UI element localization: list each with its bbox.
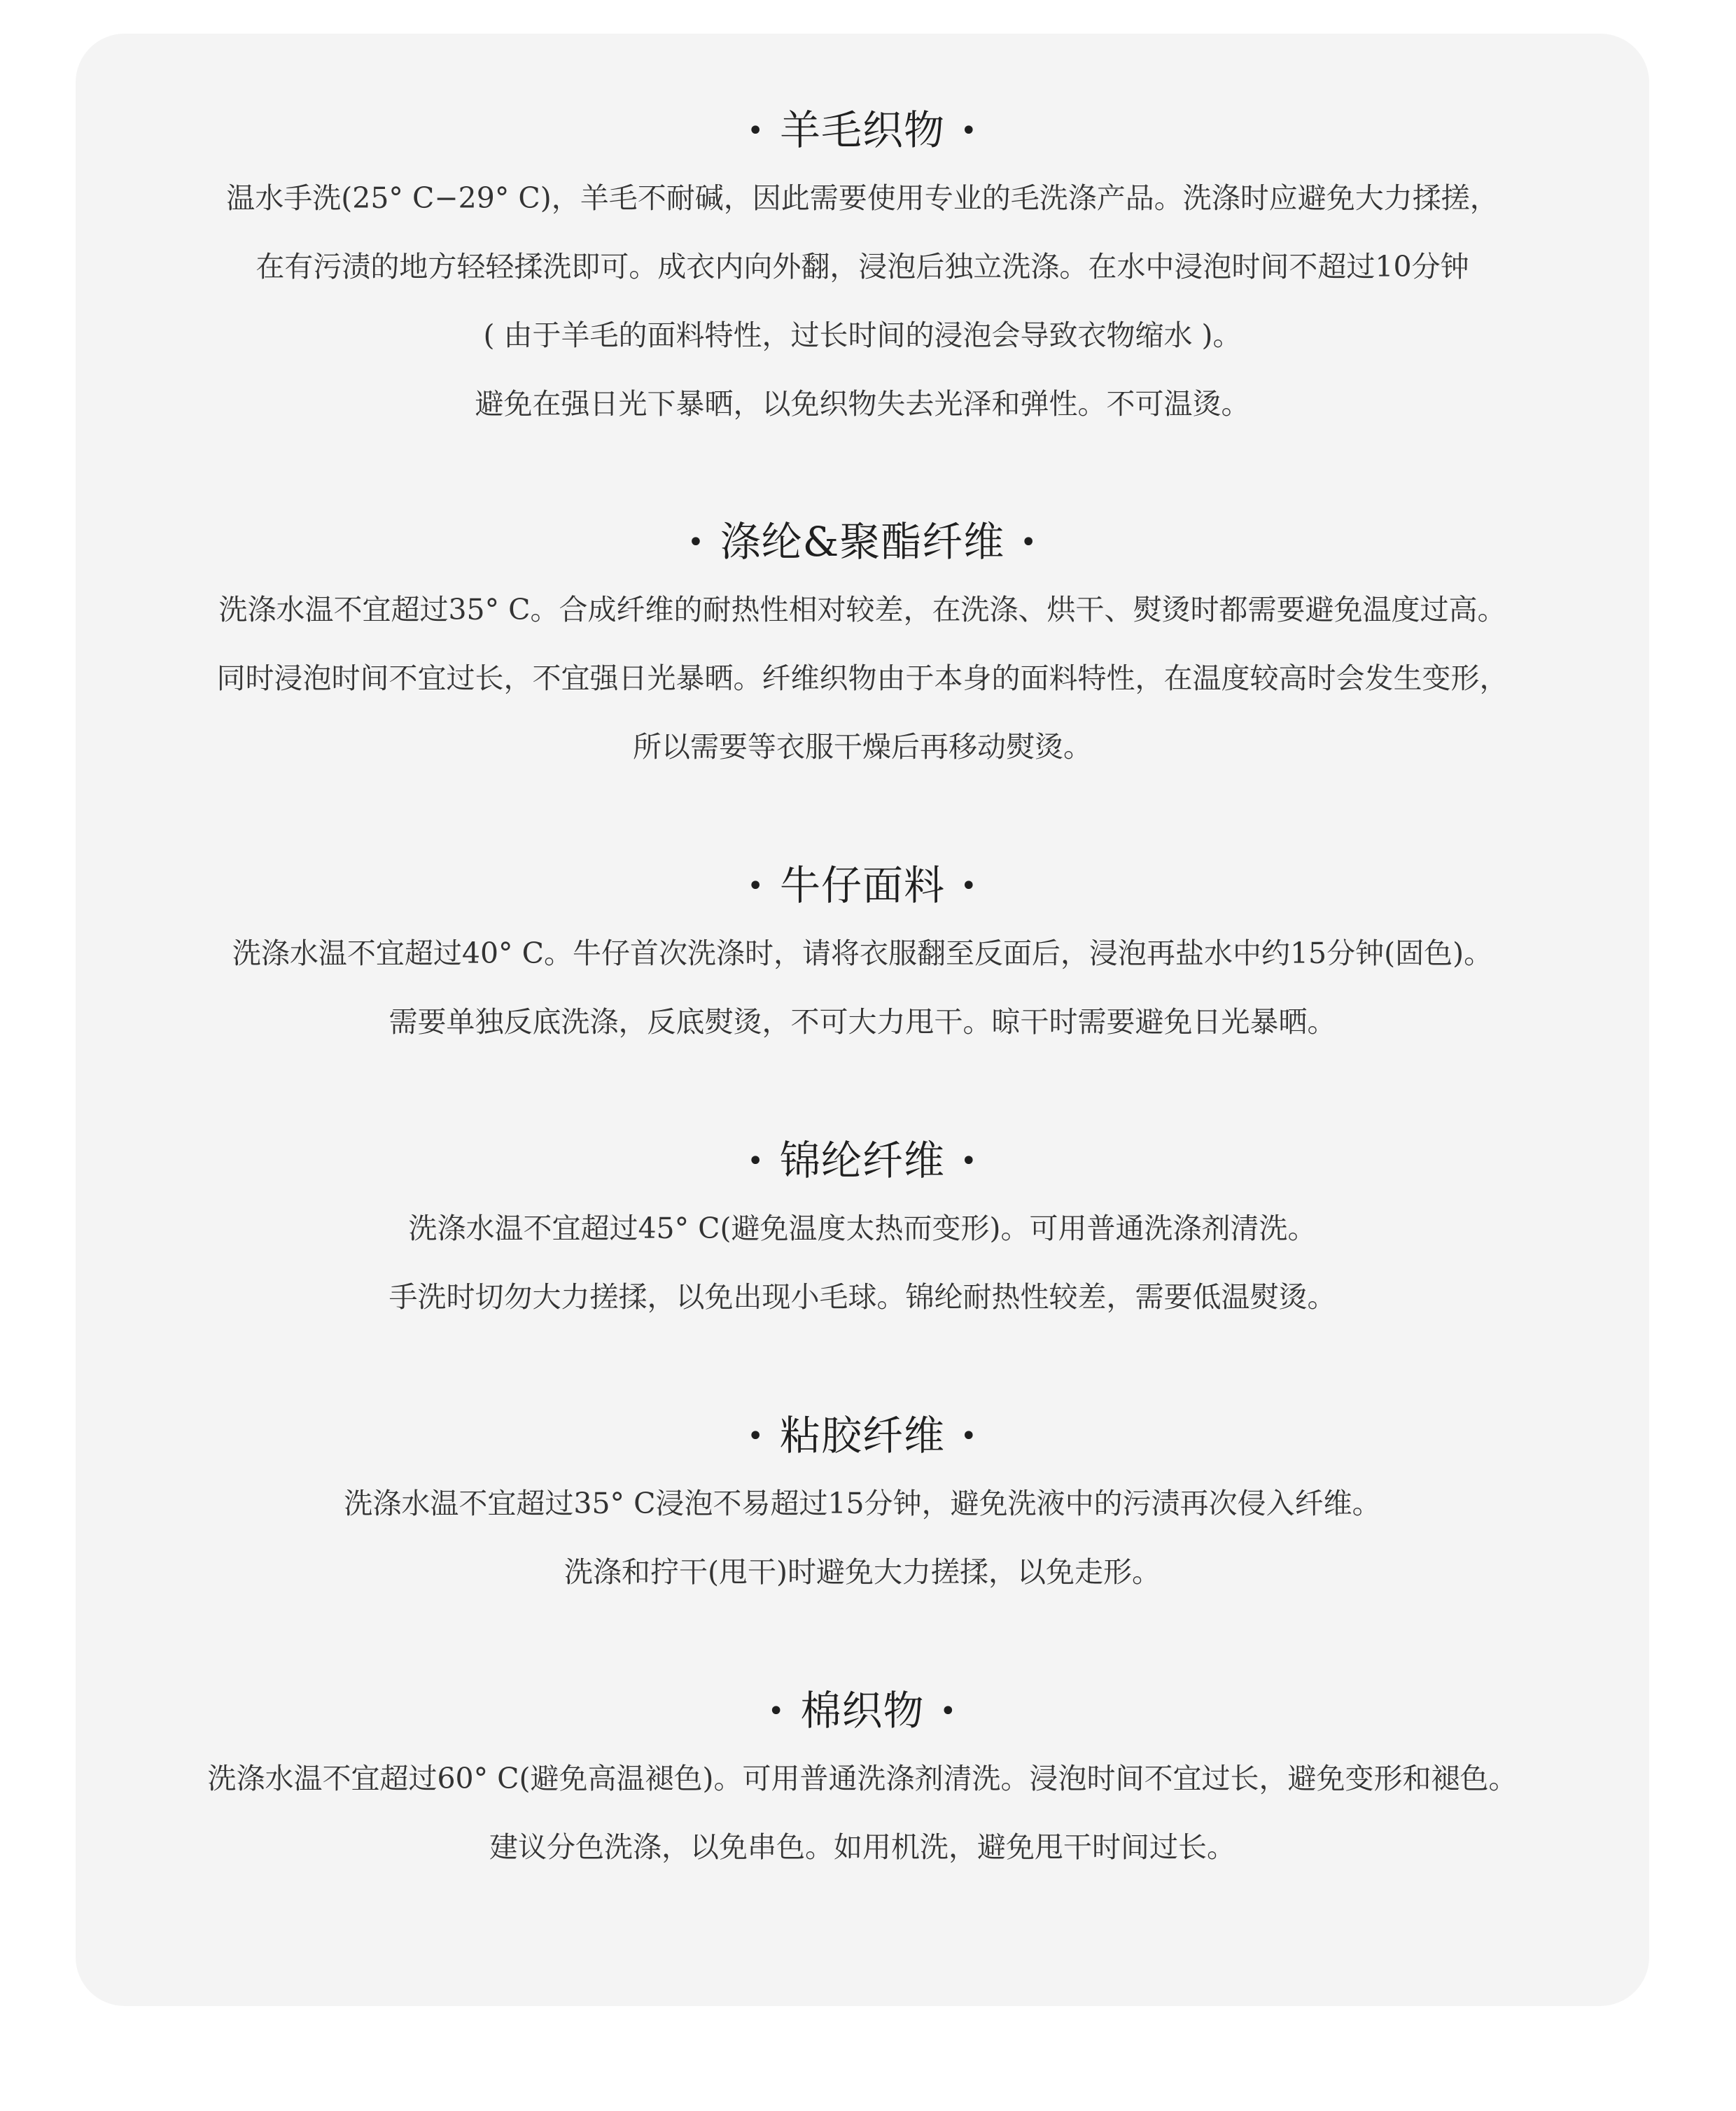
bullet-dot: • <box>747 1144 764 1177</box>
body-line: 避免在强日光下暴晒，以免织物失去光泽和弹性。不可温烫。 <box>475 387 1250 421</box>
section-title: 锦纶纤维 <box>779 1137 945 1184</box>
section-body <box>76 164 1649 438</box>
bullet-dot: • <box>767 1695 785 1727</box>
body-line: 在有污渍的地方轻轻揉洗即可。成衣内向外翻，浸泡后独立洗涤。在水中浸泡时间不超过10分钟 <box>255 250 1469 283</box>
body-line: 建议分色洗涤，以免串色。如用机洗，避免甩干时间过长。 <box>489 1830 1236 1864</box>
bullet-dot: • <box>687 526 705 559</box>
section-body <box>76 1744 1649 1881</box>
bullet-dot: • <box>960 114 978 147</box>
body-line: 同时浸泡时间不宜过长，不宜强日光暴晒。纤维织物由于本身的面料特性，在温度较高时会发生变形， <box>216 661 1508 695</box>
body-line: 所以需要等衣服干燥后再移动熨烫。 <box>633 730 1092 764</box>
section-heading <box>76 1683 1649 1739</box>
section-body <box>76 1469 1649 1606</box>
section-heading <box>76 1132 1649 1188</box>
section-heading <box>76 514 1649 570</box>
bullet-dot: • <box>960 1419 978 1452</box>
body-line: 洗涤和拧干(甩干)时避免大力搓揉，以免走形。 <box>564 1555 1161 1589</box>
section-wool <box>76 102 1649 438</box>
section-viscose <box>76 1408 1649 1606</box>
section-heading <box>76 1408 1649 1464</box>
bullet-dot: • <box>747 114 764 147</box>
body-line: 洗涤水温不宜超过35° C浸泡不易超过15分钟，避免洗液中的污渍再次侵入纤维。 <box>344 1487 1381 1520</box>
bullet-dot: • <box>939 1695 958 1727</box>
body-line: 洗涤水温不宜超过40° C。牛仔首次洗涤时，请将衣服翻至反面后，浸泡再盐水中约15分钟(固色)。 <box>232 937 1493 970</box>
section-heading <box>76 857 1649 913</box>
body-line: 需要单独反底洗涤，反底熨烫，不可大力甩干。晾干时需要避免日光暴晒。 <box>388 1005 1336 1039</box>
section-title: 粘胶纤维 <box>779 1412 945 1459</box>
bullet-dot: • <box>960 1144 978 1177</box>
body-line: 温水手洗(25° C−29° C)，羊毛不耐碱，因此需要使用专业的毛洗涤产品。洗涤时应避免大力揉搓， <box>226 181 1499 215</box>
bullet-dot: • <box>960 869 978 902</box>
body-line: ( 由于羊毛的面料特性，过长时间的浸泡会导致衣物缩水 )。 <box>483 318 1242 352</box>
section-heading <box>76 102 1649 158</box>
section-title: 羊毛织物 <box>779 106 945 154</box>
section-polyester <box>76 514 1649 781</box>
bullet-dot: • <box>747 869 764 902</box>
section-cotton <box>76 1683 1649 1881</box>
bullet-dot: • <box>747 1419 764 1452</box>
care-instructions-card <box>76 34 1649 2006</box>
section-nylon <box>76 1132 1649 1331</box>
body-line: 手洗时切勿大力搓揉，以免出现小毛球。锦纶耐热性较差，需要低温熨烫。 <box>388 1280 1336 1314</box>
section-body <box>76 1194 1649 1331</box>
bullet-dot: • <box>1020 526 1037 559</box>
section-title: 牛仔面料 <box>779 862 945 909</box>
body-line: 洗涤水温不宜超过35° C。合成纤维的耐热性相对较差，在洗涤、烘干、熨烫时都需要避免温度过高。 <box>218 593 1506 626</box>
section-body <box>76 575 1649 781</box>
body-line: 洗涤水温不宜超过45° C(避免温度太热而变形)。可用普通洗涤剂清洗。 <box>408 1212 1317 1245</box>
section-denim <box>76 857 1649 1056</box>
body-line: 洗涤水温不宜超过60° C(避免高温褪色)。可用普通洗涤剂清洗。浸泡时间不宜过长，避免变形和褪色。 <box>207 1762 1518 1795</box>
section-title: 棉织物 <box>800 1687 925 1734</box>
section-title: 涤纶&聚酯纤维 <box>720 518 1005 566</box>
section-body <box>76 919 1649 1056</box>
